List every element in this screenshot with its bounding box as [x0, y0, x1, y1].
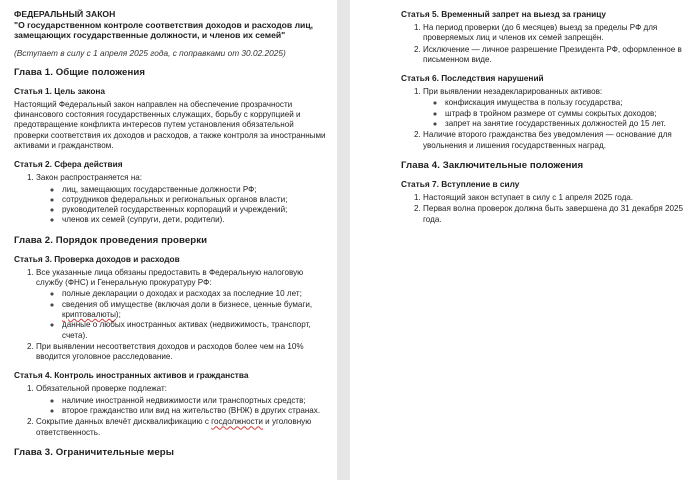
article-7-list — [401, 193, 694, 225]
article-2-sublist — [36, 185, 329, 226]
article-1-text: Настоящий Федеральный закон направлен на обеспечение прозрачности финансового состояния государственных служащих, борьбу с коррупцией и предотвращение конфликта интересов путем установления обязательной проверки соответствия их доходов и расходов, а также контроля за иностранными активами и гражданством. — [14, 99, 326, 150]
article-3-item-1: Все указанные лица обязаны предоставить в Федеральную налоговую службу (ФНС) и Генеральную прокуратуру РФ: — [36, 267, 304, 288]
document-page-right — [350, 0, 700, 480]
article-4-list — [14, 384, 329, 437]
chapter-3-title: Глава 3. Ограничительные меры — [14, 446, 175, 458]
list-item: ◦ полные декларации о доходах и расходах за последние 10 лет; — [62, 289, 329, 299]
list-item: ◦ руководителей государственных корпораций и учреждений; — [62, 205, 329, 215]
misspelled-word[interactable]: госдолжности — [211, 417, 263, 427]
list-item: ◦ сотрудников федеральных и региональных органов власти; — [62, 195, 329, 205]
list-item: 1. Настоящий закон вступает в силу с 1 апреля 2025 года. — [423, 193, 694, 203]
article-3-list — [14, 268, 329, 363]
list-item — [36, 173, 329, 225]
text-run: и уголовную ответственность. — [36, 417, 312, 437]
list-item: ◦ штраф в тройном размере от суммы сокрытых доходов; — [445, 109, 694, 119]
list-item: ◦ данные о любых иностранных активах (недвижимость, транспорт, счета). — [62, 320, 329, 341]
list-item — [36, 268, 329, 341]
misspelled-word[interactable]: криптовалюты — [62, 309, 116, 319]
list-item: ◦ конфискация имущества в пользу государства; — [445, 98, 694, 108]
list-item: 1. На период проверки (до 6 месяцев) выезд за пределы РФ для проверяемых лиц и членов их семей запрещён. — [423, 23, 694, 44]
article-6-list — [401, 87, 694, 151]
article-6-title: Статья 6. Последствия нарушений — [401, 73, 544, 84]
article-1-title: Статья 1. Цель закона — [14, 85, 106, 96]
chapter-2-title: Глава 2. Порядок проведения проверки — [14, 234, 208, 246]
article-4-title: Статья 4. Контроль иностранных активов и гражданства — [14, 370, 249, 381]
page-gap — [337, 0, 350, 480]
article-2-item-1: Закон распространяется на: — [36, 173, 143, 183]
article-2-title: Статья 2. Сфера действия — [14, 159, 123, 170]
list-item — [36, 417, 329, 438]
article-3-title: Статья 3. Проверка доходов и расходов — [14, 253, 180, 264]
law-name: "О государственном контроле соответствия доходов и расходов лиц, замещающих государственные должности, и членов их семей" — [14, 19, 313, 41]
list-item: ◦ лиц, замещающих государственные должности РФ; — [62, 185, 329, 195]
article-2-list — [14, 173, 329, 225]
article-4-item-1: Обязательной проверке подлежат: — [36, 384, 167, 394]
text-run: ); — [115, 309, 121, 319]
list-item: ◦ членов их семей (супруги, дети, родители). — [62, 215, 329, 225]
list-item — [36, 384, 329, 416]
list-item: 2. Первая волна проверок должна быть завершена до 31 декабря 2025 года. — [423, 204, 694, 225]
chapter-1-title: Глава 1. Общие положения — [14, 66, 146, 78]
list-item: ◦ второе гражданство или вид на жительство (ВНЖ) в других странах. — [62, 406, 329, 416]
list-item — [423, 87, 694, 129]
article-5-list — [401, 23, 694, 65]
article-3-sublist — [36, 289, 329, 340]
article-4-sublist — [36, 396, 329, 417]
article-6-sublist — [423, 98, 694, 129]
list-item: ◦ запрет на занятие государственных должностей до 15 лет. — [445, 119, 694, 129]
list-item: 2. Наличие второго гражданства без уведомления — основание для увольнения и лишения государственных наград. — [423, 130, 694, 151]
list-item: ◦ наличие иностранной недвижимости или транспортных средств; — [62, 396, 329, 406]
list-item: 2. При выявлении несоответствия доходов и расходов более чем на 10% вводится уголовное расследование. — [36, 342, 329, 363]
article-5-title: Статья 5. Временный запрет на выезд за границу — [401, 9, 606, 19]
list-item — [62, 300, 329, 321]
article-6-item-1: При выявлении незадекларированных активов: — [423, 87, 603, 97]
chapter-4-title: Глава 4. Заключительные положения — [401, 159, 584, 171]
article-7-title: Статья 7. Вступление в силу — [401, 178, 520, 189]
edition-note: (Вступает в силу с 1 апреля 2025 года, с поправками от 30.02.2025) — [14, 47, 286, 58]
document-page-left — [0, 0, 337, 480]
list-item: 2. Исключение — личное разрешение Президента РФ, оформленное в письменном виде. — [423, 45, 694, 66]
text-run: сведения об имуществе (включая доли в бизнесе, ценные бумаги, — [62, 299, 313, 309]
law-heading: ФЕДЕРАЛЬНЫЙ ЗАКОН — [14, 9, 116, 19]
text-run: Сокрытие данных влечёт дисквалификацию с — [36, 417, 212, 427]
